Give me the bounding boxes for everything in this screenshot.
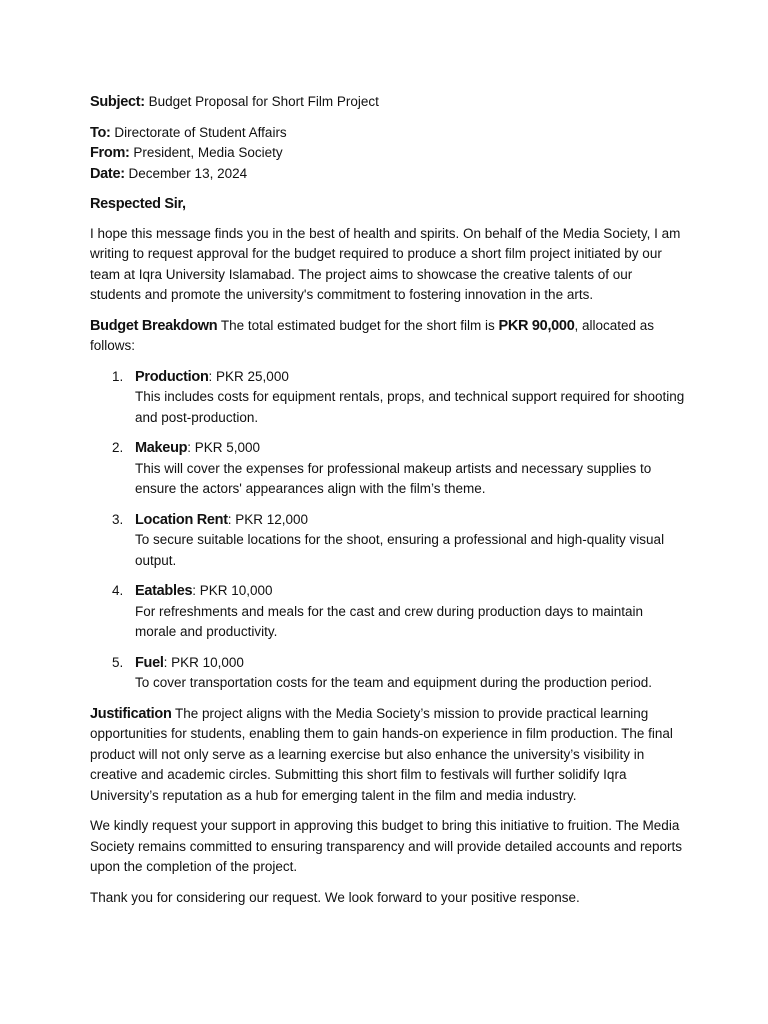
item-description: This includes costs for equipment rentals, props, and technical support required for shooting and post-production. xyxy=(135,389,685,425)
budget-total: PKR 90,000 xyxy=(498,317,575,334)
request-paragraph: We kindly request your support in approving this budget to bring this initiative to fruition. The Media Society remains committed to ensuring transparency and will provide detailed accounts and reports upon the completion of the project. xyxy=(90,818,683,874)
budget-list xyxy=(90,367,685,694)
item-amount: : PKR 12,000 xyxy=(227,511,309,527)
item-name: Eatables xyxy=(135,583,193,599)
item-number: 2. xyxy=(112,440,124,455)
list-item xyxy=(90,581,685,643)
from-value: President, Media Society xyxy=(133,145,283,160)
list-item xyxy=(90,367,685,429)
salutation: Respected Sir, xyxy=(90,196,186,212)
list-item xyxy=(90,510,685,572)
subject-value: Budget Proposal for Short Film Project xyxy=(148,94,379,109)
item-name: Production xyxy=(135,368,209,385)
item-number: 1. xyxy=(112,368,124,384)
item-number: 4. xyxy=(112,583,124,598)
to-line xyxy=(90,123,685,144)
list-item xyxy=(90,438,685,500)
budget-paragraph xyxy=(90,316,685,357)
item-amount: : PKR 5,000 xyxy=(187,440,260,455)
item-amount: : PKR 25,000 xyxy=(208,368,289,384)
item-description: For refreshments and meals for the cast and crew during production days to maintain morale and productivity. xyxy=(135,603,644,639)
list-item xyxy=(90,653,685,694)
item-description: This will cover the expenses for professional makeup artists and necessary supplies to ensure the actors' appearances align with the film’s theme. xyxy=(135,460,652,496)
item-amount: : PKR 10,000 xyxy=(163,654,244,670)
item-name: Fuel xyxy=(135,654,164,671)
intro-paragraph: I hope this message finds you in the best of health and spirits. On behalf of the Media Society, I am writing to request approval for the budget required to produce a short film project initiated by our team at Iqra University Islamabad. The project aims to showcase the creative talents of our students and promote the university's commitment to fostering innovation in the arts. xyxy=(90,225,681,302)
to-value: Directorate of Student Affairs xyxy=(114,124,287,140)
budget-text-after: , allocated as follows: xyxy=(90,317,655,353)
letter-document xyxy=(90,92,685,918)
item-description: To cover transportation costs for the team and equipment during the production period. xyxy=(135,675,653,690)
budget-text-before: The total estimated budget for the short film is xyxy=(217,317,499,333)
date-line xyxy=(90,164,685,185)
from-line xyxy=(90,143,685,164)
subject-label: Subject: xyxy=(90,94,145,110)
date-label: Date: xyxy=(90,165,125,182)
closing-paragraph: Thank you for considering our request. We look forward to your positive response. xyxy=(90,889,580,905)
item-amount: : PKR 10,000 xyxy=(192,583,273,598)
item-name: Location Rent xyxy=(135,511,228,528)
item-number: 5. xyxy=(112,654,124,670)
justification-heading: Justification xyxy=(90,705,172,722)
date-value: December 13, 2024 xyxy=(128,165,248,181)
to-label: To: xyxy=(90,124,111,141)
from-label: From: xyxy=(90,145,130,161)
budget-heading: Budget Breakdown xyxy=(90,317,218,334)
item-name: Makeup xyxy=(135,440,188,456)
item-number: 3. xyxy=(112,511,124,527)
subject-line xyxy=(90,92,685,113)
item-description: To secure suitable locations for the shoot, ensuring a professional and high-quality visual output. xyxy=(135,532,665,568)
justification-paragraph xyxy=(90,704,685,807)
justification-text: The project aligns with the Media Society’s mission to provide practical learning opportunities for students, enabling them to gain hands-on experience in film production. The final product will not only serve as a learning exercise but also enhance the university’s visibility in creative and academic circles. Submitting this short film to festivals will further solidify Iqra University’s reputation as a hub for emerging talent in the film and media industry. xyxy=(90,705,673,803)
